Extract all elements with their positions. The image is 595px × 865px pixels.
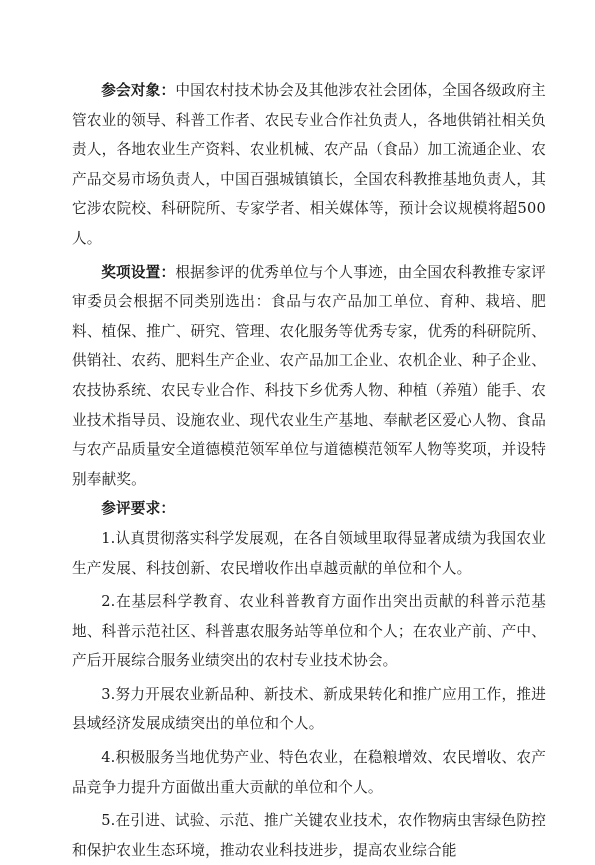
requirement-item-1: 1.认真贯彻落实科学发展观，在各自领域里取得显著成绩为我国农业生产发展、科技创新、农民增收作出卓越贡献的单位和个人。 <box>72 529 546 577</box>
participants-text: 中国农村技术协会及其他涉农社会团体，全国各级政府主管农业的领导、科普工作者、农民专业合作社负责人，各地供销社相关负责人，各地农业生产资料、农业机械、农产品（食品）加工流通企业、农产品交易市场负责人，中国百强城镇镇长，全国农科教推基地负责人，其它涉农院校、科研院所、专家学者、相关媒体等，预计会议规模将超500人。 <box>72 82 546 247</box>
requirement-item-5: 5.在引进、试验、示范、推广关键农业技术，农作物病虫害绿色防控和保护农业生态环境，推动农业科技进步，提高农业综合能 <box>72 812 546 859</box>
requirements-heading: 参评要求： <box>101 500 176 518</box>
requirement-item-3: 3.努力开展农业新品种、新技术、新成果转化和推广应用工作，推进县域经济发展成绩突出的单位和个人。 <box>72 685 546 733</box>
participants-label: 参会对象： <box>101 82 176 99</box>
awards-text: 根据参评的优秀单位与个人事迹，由全国农科教推专家评审委员会根据不同类别选出：食品与农产品加工单位、育种、栽培、肥料、植保、推广、研究、管理、农化服务等优秀专家，优秀的科研院所、供销社、农药、肥料生产企业、农产品加工企业、农机企业、种子企业、农技协系统、农民专业合作、科技下乡优秀人物、种植（养殖）能手、农业技术指导员、设施农业、现代农业生产基地、奉献老区爱心人物、食品与农产品质量安全道德模范领军单位与道德模范领军人物等奖项，并设特别奉献奖。 <box>72 263 546 488</box>
requirement-item-4: 4.积极服务当地优势产业、特色农业，在稳粮增效、农民增收、农产品竞争力提升方面做出重大贡献的单位和个人。 <box>72 749 546 796</box>
awards-label: 奖项设置： <box>101 263 176 281</box>
requirement-item-2: 2.在基层科学教育、农业科普教育方面作出突出贡献的科普示范基地、科普示范社区、科普惠农服务站等单位和个人；在农业产前、产中、产后开展综合服务业绩突出的农村专业技术协会。 <box>72 593 546 670</box>
awards-paragraph <box>72 258 546 495</box>
participants-paragraph <box>72 76 546 254</box>
document-page <box>72 76 546 865</box>
